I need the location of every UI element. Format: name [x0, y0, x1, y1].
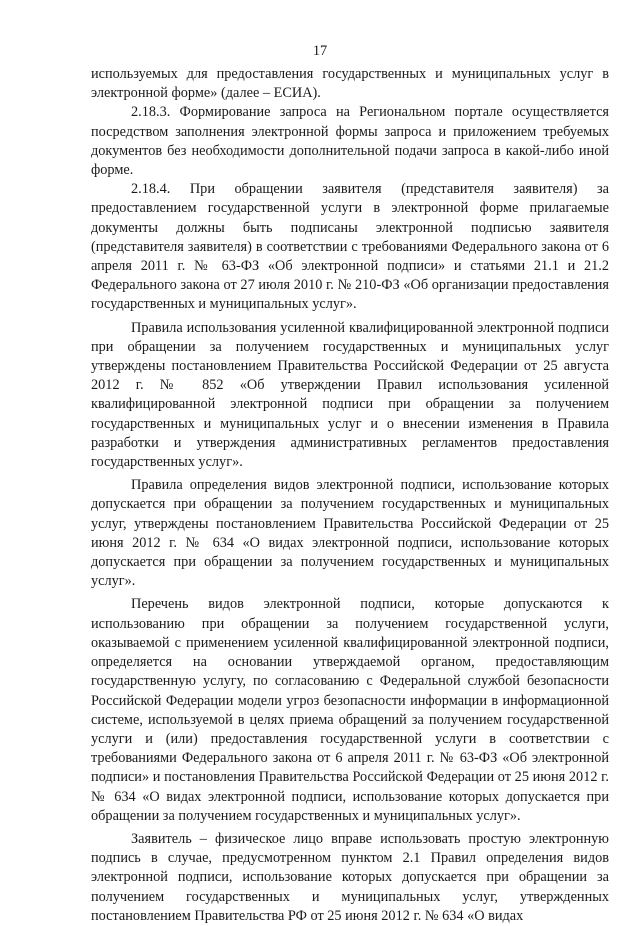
page-number: 17 — [312, 43, 328, 59]
paragraph-qualified-signature-rules: Правила использования усиленной квалифицированной электронной подписи при обращении за получением государственных и муниципальных услуг утверждены постановлением Правительства Российской Федерации от 25 августа 2012 г. № 852 «Об утверждении Правил использования усиленной квалифицированной электронной подписи при обращении за получением государственных и муниципальных услуг и о внесении изменения в Правила разработки и утверждения административных регламентов предоставления государственных услуг». — [91, 319, 609, 471]
paragraph-simple-signature: Заявитель – физическое лицо вправе использовать простую электронную подпись в случае, предусмотренном пунктом 2.1 Правил определения видов электронной подписи, использование которых допускается при обращении за получением государственных и муниципальных услуг, утвержденных постановлением Правительства РФ от 25 июня 2012 г. № 634 «О видах — [91, 830, 609, 924]
paragraph-2-18-3: 2.18.3. Формирование запроса на Региональном портале осуществляется посредством заполнения электронной формы запроса и приложением требуемых документов без необходимости дополнительной подачи запроса в какой-либо иной форме. — [91, 104, 609, 179]
paragraph-2-18-4: 2.18.4. При обращении заявителя (представителя заявителя) за предоставлением государственной услуги в электронной форме прилагаемые документы должны быть подписаны электронной подписью заявителя (представителя заявителя) в соответствии с требованиями Федерального закона от 6 апреля 2011 г. № 63-ФЗ «Об электронной подписи» и статьями 21.1 и 21.2 Федерального закона от 27 июля 2010 г. № 210-ФЗ «Об организации предоставления государственных и муниципальных услуг». — [91, 181, 609, 313]
paragraph-signature-types-list: Перечень видов электронной подписи, которые допускаются к использованию при обращении за получением государственной услуги, оказываемой с применением усиленной квалифицированной электронной подписи, определяется на основании утверждаемой органом, предоставляющим государственную услугу, по согласованию с Федеральной службой безопасности Российской Федерации модели угроз безопасности информации в информационной системе, используемой в целях приема обращений за получением государственной услуги и (или) предоставления государственной услуги в соответствии с требованиями Федерального закона от 6 апреля 2011 г. № 63-ФЗ «Об электронной подписи» и постановления Правительства Российской Федерации от 25 июня 2012 г. № 634 «О видах электронной подписи, использование которых допускается при обращении за получением государственных и муниципальных услуг». — [91, 596, 609, 824]
paragraph-signature-types-rules: Правила определения видов электронной подписи, использование которых допускается при обращении за получением государственных и муниципальных услуг, утверждены постановлением Правительства Российской Федерации от 25 июня 2012 г. № 634 «О видах электронной подписи, использование которых допускается при обращении за получением государственных и муниципальных услуг». — [91, 477, 609, 590]
body-text — [91, 65, 609, 924]
paragraph-esia-continuation: используемых для предоставления государственных и муниципальных услуг в электронной форме» (далее – ЕСИА). — [91, 66, 609, 102]
